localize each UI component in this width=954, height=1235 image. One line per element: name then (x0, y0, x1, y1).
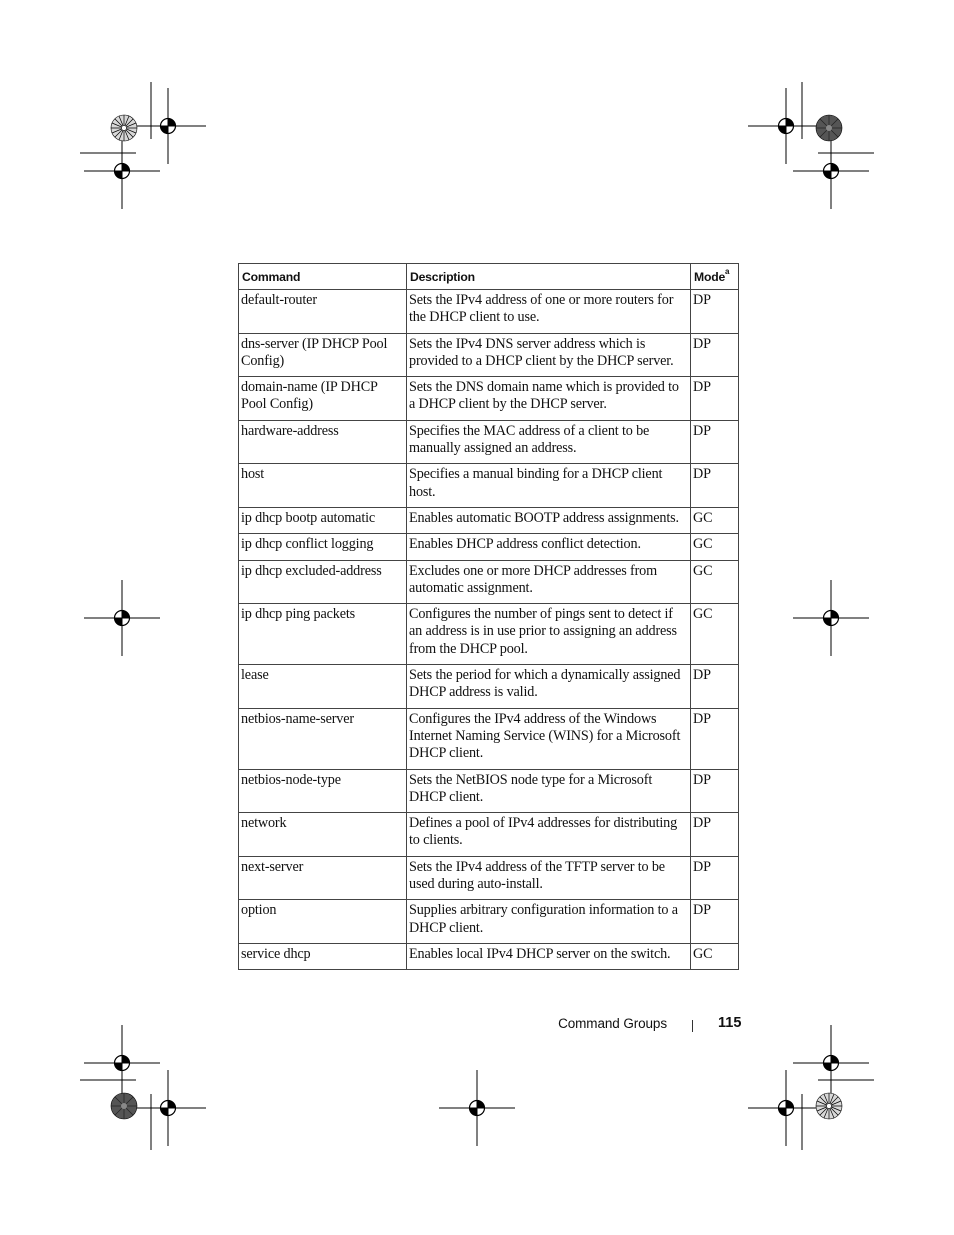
cell-mode: DP (691, 420, 739, 464)
table-row (239, 665, 739, 709)
cell-command: option (239, 900, 407, 944)
cell-mode: GC (691, 507, 739, 533)
cell-description: Specifies the MAC address of a client to be manually assigned an address. (407, 420, 691, 464)
column-header-command: Command (239, 264, 407, 290)
cell-description: Configures the number of pings sent to detect if an address is in use prior to assigning an address from the DHCP pool. (407, 604, 691, 665)
cell-description: Sets the NetBIOS node type for a Microsoft DHCP client. (407, 769, 691, 813)
cell-command: domain-name (IP DHCP Pool Config) (239, 377, 407, 421)
column-header-mode (691, 264, 739, 290)
cell-command: ip dhcp ping packets (239, 604, 407, 665)
table-row (239, 290, 739, 334)
table-row (239, 708, 739, 769)
cell-mode: DP (691, 290, 739, 334)
cell-mode: DP (691, 769, 739, 813)
footer-section-title: Command Groups (558, 1016, 667, 1031)
cell-description: Sets the IPv4 address of the TFTP server to be used during auto-install. (407, 856, 691, 900)
cell-description: Sets the IPv4 DNS server address which is provided to a DHCP client by the DHCP server. (407, 333, 691, 377)
cell-description: Enables DHCP address conflict detection. (407, 534, 691, 560)
table-row (239, 769, 739, 813)
page-number: 115 (718, 1015, 742, 1031)
table-body (239, 290, 739, 970)
cell-command: netbios-name-server (239, 708, 407, 769)
table-row (239, 534, 739, 560)
table-row (239, 856, 739, 900)
cell-mode: DP (691, 900, 739, 944)
cell-mode: DP (691, 665, 739, 709)
table-row (239, 943, 739, 969)
cell-mode: GC (691, 534, 739, 560)
column-header-mode-label: Mode (694, 269, 726, 284)
cell-mode: DP (691, 464, 739, 508)
column-header-description: Description (407, 264, 691, 290)
cell-command: default-router (239, 290, 407, 334)
table-row (239, 377, 739, 421)
cell-command: host (239, 464, 407, 508)
cell-description: Sets the period for which a dynamically assigned DHCP address is valid. (407, 665, 691, 709)
cell-command: service dhcp (239, 943, 407, 969)
cell-mode: DP (691, 856, 739, 900)
footer-divider (692, 1020, 693, 1032)
cell-description: Enables local IPv4 DHCP server on the switch. (407, 943, 691, 969)
table-row (239, 507, 739, 533)
cell-description: Supplies arbitrary configuration information to a DHCP client. (407, 900, 691, 944)
mode-footnote-marker: a (725, 267, 730, 277)
cell-mode: DP (691, 377, 739, 421)
cell-command: next-server (239, 856, 407, 900)
cell-mode: GC (691, 943, 739, 969)
table-row (239, 464, 739, 508)
cell-description: Sets the DNS domain name which is provided to a DHCP client by the DHCP server. (407, 377, 691, 421)
cell-command: hardware-address (239, 420, 407, 464)
cell-command: netbios-node-type (239, 769, 407, 813)
table-row (239, 813, 739, 857)
cell-mode: DP (691, 708, 739, 769)
cell-command: ip dhcp conflict logging (239, 534, 407, 560)
command-table (238, 263, 739, 970)
cell-description: Excludes one or more DHCP addresses from automatic assignment. (407, 560, 691, 604)
cell-command: network (239, 813, 407, 857)
page-footer (0, 1014, 954, 1034)
table-row (239, 560, 739, 604)
cell-description: Defines a pool of IPv4 addresses for distributing to clients. (407, 813, 691, 857)
cell-command: ip dhcp excluded-address (239, 560, 407, 604)
cell-command: ip dhcp bootp automatic (239, 507, 407, 533)
cell-mode: DP (691, 813, 739, 857)
cell-description: Specifies a manual binding for a DHCP client host. (407, 464, 691, 508)
cell-description: Configures the IPv4 address of the Windows Internet Naming Service (WINS) for a Microsoft DHCP client. (407, 708, 691, 769)
table-header-row (239, 264, 739, 290)
cell-mode: GC (691, 560, 739, 604)
cell-command: dns-server (IP DHCP Pool Config) (239, 333, 407, 377)
cell-description: Sets the IPv4 address of one or more routers for the DHCP client to use. (407, 290, 691, 334)
cell-description: Enables automatic BOOTP address assignments. (407, 507, 691, 533)
table-row (239, 604, 739, 665)
table-row (239, 420, 739, 464)
table-row (239, 900, 739, 944)
cell-mode: GC (691, 604, 739, 665)
cell-command: lease (239, 665, 407, 709)
table-row (239, 333, 739, 377)
cell-mode: DP (691, 333, 739, 377)
